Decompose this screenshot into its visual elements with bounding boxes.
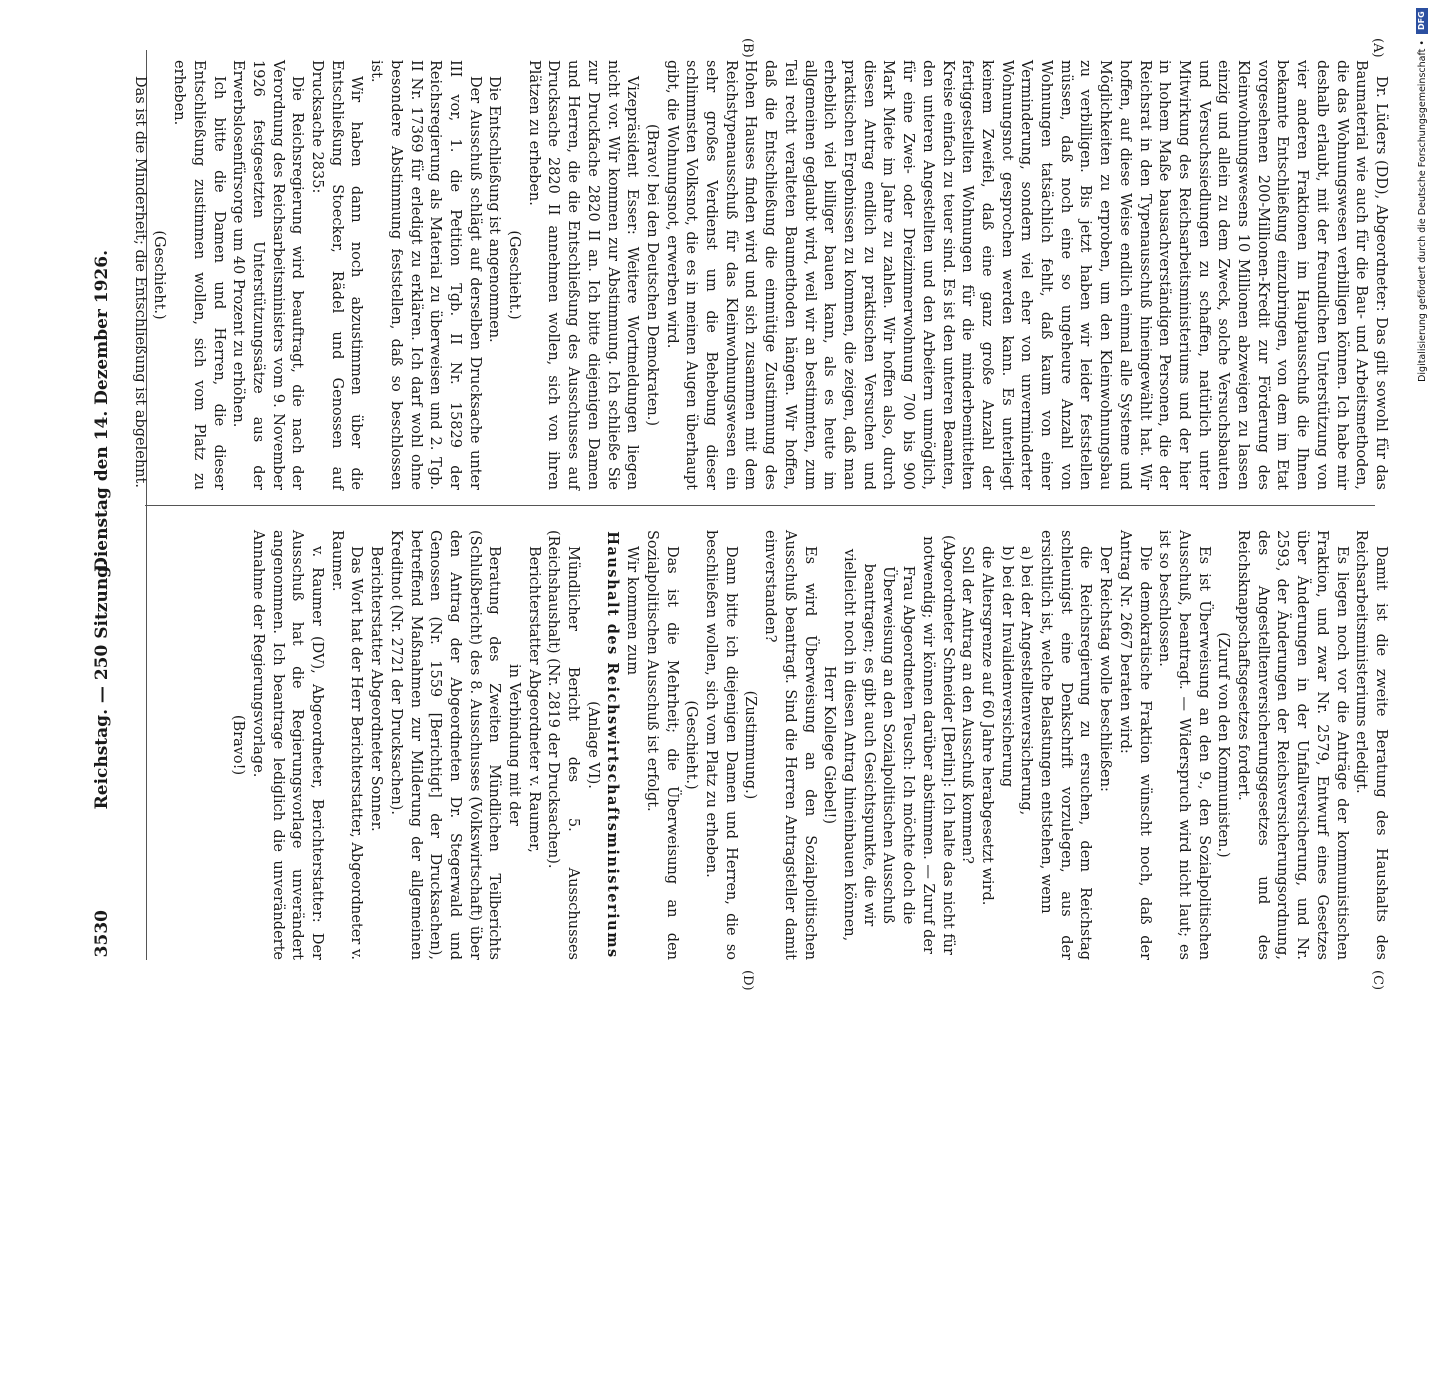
paragraph: die Reichsregierung zu ersuchen, dem Reichstag schleunigst eine Denkschrift vorzulegen, aus der ersichtlich ist, welche Belastungen entstehen, wenn bbox=[1038, 530, 1094, 960]
running-head bbox=[92, 0, 122, 1000]
paragraph: Damit ist die zweite Beratung des Haushalts des Reichsarbeitsministeriums erledigt. bbox=[1353, 530, 1389, 960]
right-column bbox=[228, 530, 1390, 960]
paragraph: Vizepräsident Esser: Weitere Wortmeldungen liegen nicht vor. Wir kommen zur Abstimmung. Ich schließe Sie zur Druckfache 2820 II an. Ich bitte diejenigen Damen und Herren, die die Entschließung des Ausschusses auf Drucksache 2820 II annehmen wollen, sich von ihren Plätzen zu erheben. bbox=[525, 60, 641, 490]
paragraph: Wir haben dann noch abzustimmen über die Entschließung Stoecker, Rädel und Genossen auf Drucksache 2835: bbox=[309, 60, 365, 490]
paragraph: (Zuruf von den Kommunisten.) bbox=[1215, 632, 1232, 858]
paragraph: Das ist die Minderheit; die Entschließung ist abgelehnt. bbox=[131, 76, 148, 488]
paragraph: die Altersgrenze auf 60 Jahre herabgesetzt wird. bbox=[978, 546, 995, 906]
paragraph: v. Raumer (DV), Abgeordneter, Berichterstatter: Der Ausschuß hat die Regierungsvorlage unverändert angenommen. Ich beantrage lediglich die unveränderte Annahme der Regierungsvorlage. bbox=[249, 530, 326, 960]
dfg-logo: DFG bbox=[1416, 8, 1428, 34]
paragraph: in Verbindung mit der bbox=[506, 664, 523, 826]
paragraph: Berichterstatter Abgeordneter Sonner. bbox=[368, 546, 385, 832]
paragraph: Wir kommen zum bbox=[624, 546, 641, 676]
paragraph: (Abgeordneter Schneider [Berlin]: Ich halte das nicht für notwendig; wir können darüber abstimmen. — Zuruf der Frau Abgeordneten Teusch: Ich möchte doch die Überweisung an den Sozialpolitischen Ausschuß beantragen; es gibt auch Gesichtspunkte, die wir vielleicht noch in diesen Antrag hineinbauen können, Herr Kollege Giebel!) bbox=[821, 535, 956, 955]
paragraph: Es liegen noch vor die Anträge der kommunistischen Fraktion, und zwar Nr. 2579, Entwurf eines Gesetzes über Änderungen in der Unfallversicherung, und Nr. 2593, der Änderungen der Reichsversicherungsordnung, des Angestelltenversicherungsgesetzes und des Reichsknappschaftsgesetzes fordert. bbox=[1235, 530, 1350, 960]
margin-mark-a: (A) bbox=[1370, 38, 1385, 58]
paragraph: Der Ausschuß schlägt auf derselben Drucksache unter III vor, 1. die Petition Tgb. II Nr. 15829 der Reichsregierung als Material zu überweisen und 2. Tgb. II Nr. 17369 für erledigt zu erklären. Ich darf wohl ohne besondere Abstimmung feststellen, daß so beschlossen ist. bbox=[368, 60, 483, 490]
paragraph: Soll der Antrag an den Ausschuß kommen? bbox=[959, 546, 976, 864]
paragraph: a) bei der Angestelltenversicherung, bbox=[1018, 546, 1035, 816]
paragraph: Dann bitte ich diejenigen Damen und Herren, die so beschließen wollen, sich vom Platz zu erheben. bbox=[703, 530, 739, 960]
paragraph: Der Reichstag wolle beschließen: bbox=[1097, 546, 1114, 792]
paragraph: (Anlage VI). bbox=[584, 701, 601, 789]
paragraph: Ich bitte die Damen und Herren, die dieser Entschließung zustimmen wollen, sich vom Platz zu erheben. bbox=[171, 60, 227, 490]
paragraph: Beratung des Zweiten Mündlichen Teilberichts (Schlußbericht) des 8. Ausschusses (Volkswirtschaft) über den Antrag der Abgeordneten Dr. Stegerwald und Genossen (Nr. 1559 [Berichtigt] der Drucksachen), betreffend Maßnahmen zur Milderung der allgemeinen Kreditnot (Nr. 2721 der Drucksachen). bbox=[387, 530, 503, 960]
paragraph: Es ist Überweisung an den 9., den Sozialpolitischen Ausschuß, beantragt. — Widerspruch wird nicht laut; es ist so beschlossen. bbox=[1156, 530, 1212, 960]
page-number: 3530 bbox=[92, 910, 112, 958]
paragraph: Dr. Lüders (DD), Abgeordneter: Das gilt sowohl für das Baumaterial wie auch für die Bau- und Arbeitsmethoden, die das Wohnungswesen verbilligen können. Ich habe mir deshalb erlaubt, mit der freundlichen Unterstützung von vier anderen Fraktionen im Hauptausschuß die Ihnen bekannte Entschließung einzubringen, von dem im Etat vorgesehenen 200-Millionen-Kredit zur Förderung des Kleinwohnungswesens 10 Millionen abzweigen zu lassen einzig und allein zu dem Zweck, solche Versuchsbauten und Versuchssiedlungen zu schaffen, natürlich unter Mitwirkung des Reichsarbeitsministeriums und der hier in hohem Maße bausachverständigen Personen, die der Reichsrat in den Typenausschuß hineingewählt hat. Wir hoffen, auf diese Weise endlich einmal alle Systeme und Möglichkeiten zu erproben, um den Kleinwohnungsbau zu verbilligen. Bis jetzt haben wir leider feststellen müssen, daß noch eine so ungeheure Anzahl von Wohnungen tatsächlich fehlt, daß kaum von einer Verminderung, sondern viel eher von unverminderter Wohnungsnot gesprochen werden kann. Es unterliegt keinem Zweifel, daß eine ganz große Anzahl der fertiggestellten Wohnungen für die minderbemittelten Kreise einfach zu teuer sind. Es ist den unteren Beamten, den unteren Angestellten und den Arbeitern unmöglich, für eine Zwei- oder Dreizimmerwohnung 700 bis 900 Mark Miete im Jahre zu zahlen. Wir hoffen also, durch diesen Antrag endlich zu praktischen Versuchen und praktischen Ergebnissen zu kommen, die zeigen, daß man erheblich viel billiger bauen kann, als es heute im allgemeinen geglaubt wird, weil wir an bestimmten, zum Teil recht veralteten Baumethoden hängen. Wir hoffen, daß die Entschließung die einmütige Zustimmung des Hohen Hauses finden wird und sich zusammen mit dem Reichstypenausschuß für das Kleinwohnungswesen ein sehr großes Verdienst um die Behebung dieser schlimmsten Volksnot, die es in meinen Augen überhaupt gibt, die Wohnungsnot, erwerben wird. bbox=[663, 60, 1389, 490]
paragraph: b) bei der Invalidenversicherung bbox=[998, 546, 1015, 788]
paragraph: (Bravo!) bbox=[230, 714, 247, 776]
paragraph: Berichterstatter Abgeordneter v. Raumer, bbox=[525, 546, 542, 853]
left-column bbox=[129, 60, 1390, 490]
digitization-note: Digitalisierung gefördert durch die Deutsche Forschungsgemeinschaft • bbox=[1417, 40, 1428, 382]
paragraph: (Geschieht.) bbox=[506, 230, 523, 320]
paragraph: Haushalt des Reichswirtschaftsministeriums bbox=[603, 531, 621, 959]
paragraph: (Zustimmung.) bbox=[742, 690, 759, 800]
margin-mark-c: (C) bbox=[1370, 970, 1385, 991]
paragraph: Das Wort hat der Herr Berichterstatter, Abgeordneter v. Raumer. bbox=[328, 530, 365, 960]
column-rule bbox=[145, 505, 1375, 506]
paragraph: (Geschieht.) bbox=[151, 230, 168, 320]
session-date: Dienstag den 14. Dezember 1926. bbox=[92, 250, 112, 572]
paragraph: Das ist die Mehrheit; die Überweisung an den Sozialpolitischen Ausschuß ist erfolgt. bbox=[643, 530, 680, 960]
paragraph: (Geschieht.) bbox=[683, 700, 700, 790]
paragraph: Mündlicher Bericht des 5. Ausschusses (Reichshaushalt) (Nr. 2819 der Drucksachen). bbox=[545, 530, 582, 960]
paragraph: (Bravo! bei den Deutschen Demokraten.) bbox=[643, 123, 660, 427]
paragraph: Die Reichsregierung wird beauftragt, die nach der Verordnung des Reichsarbeitsministers vom 9. November 1926 festgesetzten Unterstützungssätze aus der Erwerbslosenfürsorge um 40 Prozent zu erhöhen. bbox=[230, 60, 306, 490]
margin-mark-d: (D) bbox=[740, 970, 755, 991]
paragraph: Die Entschließung ist angenommen. bbox=[486, 76, 503, 343]
digitization-strip bbox=[1410, 0, 1434, 1000]
paragraph: Es wird Überweisung an den Sozialpolitischen Ausschuß beantragt. Sind die Herren Antragsteller damit einverstanden? bbox=[762, 530, 818, 960]
margin-mark-b: (B) bbox=[740, 38, 755, 58]
session-title: Reichstag. — 250 Sitzung. bbox=[92, 560, 112, 810]
paragraph: Die demokratische Fraktion wünscht noch, daß der Antrag Nr. 2667 beraten wird: bbox=[1116, 530, 1153, 960]
